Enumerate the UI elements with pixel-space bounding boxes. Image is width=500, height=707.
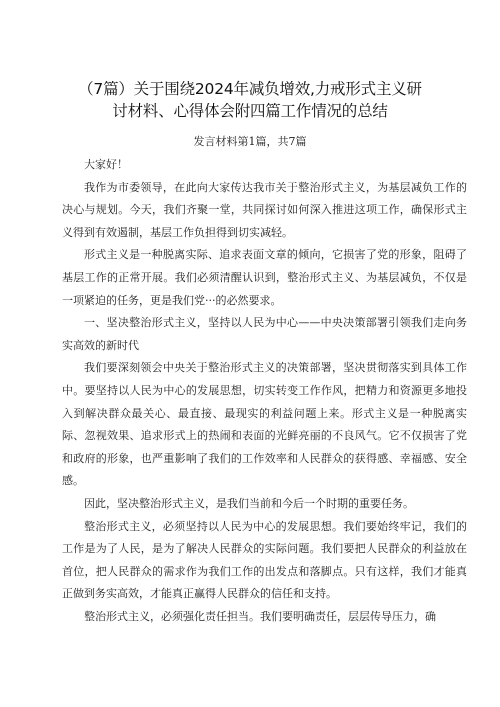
paragraph: 因此，坚决整治形式主义，是我们当前和今后一个时期的重要任务。 (84, 496, 414, 510)
section-heading: 一、坚决整治形式主义，坚持以人民为中心——中央决策部署引领我们走向务实高效的新时代 (62, 316, 467, 352)
document-subtitle: 发言材料第1篇，共7篇 (193, 135, 307, 148)
paragraph: 我们要深刻领会中央关于整治形式主义的决策部署，坚决贯彻落实到具体工作中。要坚持以人民为中心的发展思想，切实转变工作作风，把精力和资源更多地投入到解决群众最关心、最直接、最现实的利益问题上来。形式主义是一种脱离实际、忽视效果、追求形式上的热闹和表面的光鲜亮丽的不良风气。它不仅损害了党和政府的形象，也严重影响了我们的工作效率和人民群众的获得感、幸福感、安全感。 (62, 361, 467, 488)
paragraph: 我作为市委领导，在此向大家传达我市关于整治形式主义，为基层减负工作的决心与规划。今天，我们齐聚一堂，共同探讨如何深入推进这项工作，确保形式主义得到有效遏制，基层工作负担得到切实减轻。 (62, 180, 467, 239)
title-line-1: （7篇）关于围绕2024年减负增效,力戒形式主义研 (78, 80, 422, 98)
paragraph: 整治形式主义，必须强化责任担当。我们要明确责任，层层传导压力，确 (84, 609, 436, 623)
document-body (62, 154, 467, 628)
document-title (40, 78, 460, 122)
greeting: 大家好！ (84, 158, 128, 171)
paragraph: 形式主义是一种脱离实际、追求表面文章的倾向，它损害了党的形象，阻碍了基层工作的正常开展。我们必须清醒认识到，整治形式主义、为基层减负，不仅是一项紧迫的任务，更是我们党···的必然要求。 (62, 248, 467, 307)
title-line-2: 讨材料、心得体会附四篇工作情况的总结 (112, 102, 388, 120)
paragraph: 整治形式主义，必须坚持以人民为中心的发展思想。我们要始终牢记，我们的工作是为了人民，是为了解决人民群众的实际问题。我们要把人民群众的利益放在首位，把人民群众的需求作为我们工作的出发点和落脚点。只有这样，我们才能真正做到务实高效，才能真正赢得人民群众的信任和支持。 (62, 519, 467, 601)
